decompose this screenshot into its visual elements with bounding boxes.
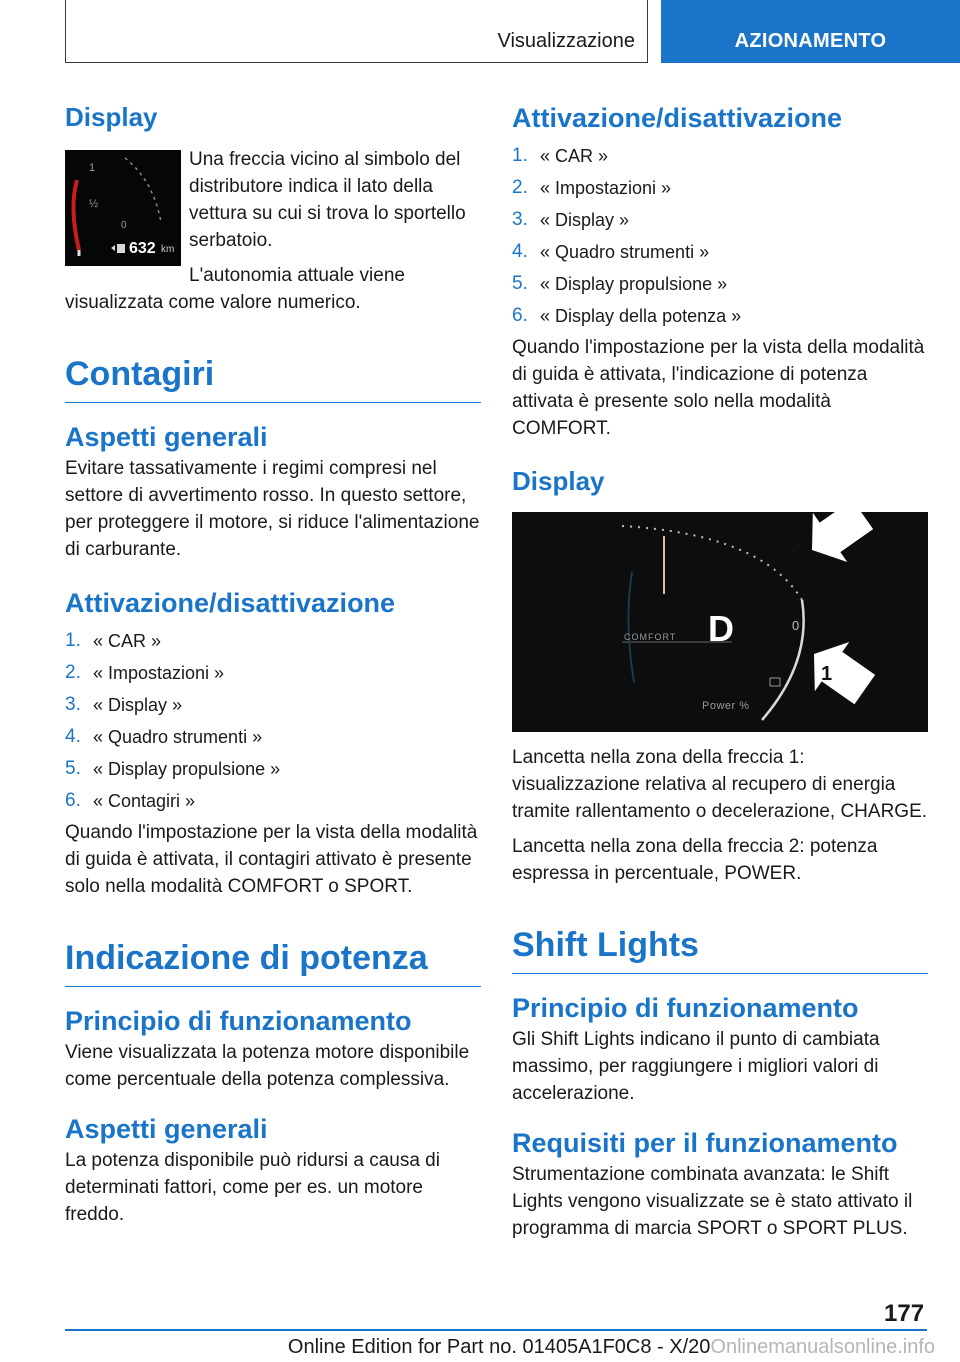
left-column [65,100,481,1228]
potenza-display-text-1: Lancetta nella zona della freccia 1: visualizzazione relativa al recupero di energia tramite rallentamento o decelerazione, CHARGE. [512,747,928,822]
arrow-2-number: 2 [791,536,803,558]
fuel-gauge-figure [65,150,181,266]
power-display-figure [512,512,928,732]
shift-principio-text: Gli Shift Lights indicano il punto di cambiata massimo, per raggiungere i migliori valori di accelerazione. [512,1029,880,1104]
potenza-aspetti-heading: Aspetti generali [65,1114,268,1144]
power-percent-label: Power % [702,700,750,712]
potenza-principio-text: Viene visualizzata la potenza motore disponibile come percentuale della potenza complessiva. [65,1042,470,1090]
potenza-title: Indicazione di potenza [65,936,481,987]
fuel-side-arrow-icon [111,245,115,251]
contagiri-aspetti-text: Evitare tassativamente i regimi compresi nel settore di avvertimento rosso. In questo settore, per proteggere il motore, si riduce l'alimentazione di carburante. [65,458,480,560]
arrow-1-icon [797,629,882,714]
list-item: 5. « Display propulsione » [65,758,281,779]
gauge-zero-label: 0 [792,618,800,633]
fuel-pump-icon [117,244,125,253]
section-title: Visualizzazione [497,30,635,52]
arrow-1-number: 1 [821,663,833,685]
page-number: 177 [884,1300,925,1327]
gauge-tick-zero: 0 [121,220,127,231]
gauge-tick-top: 1 [89,162,96,174]
list-item: 5. « Display propulsione » [512,273,728,294]
contagiri-aspetti-heading: Aspetti generali [65,422,268,452]
display-block [65,146,481,316]
list-item: 6. « Display della potenza » [512,305,742,326]
potenza-note: Quando l'impostazione per la vista della modalità di guida è attivata, l'indicazione di potenza attivata è presente solo nella modalità COMFORT. [512,337,925,439]
footer-rule [65,1329,927,1331]
list-item: 1. « CAR » [512,145,609,166]
shift-requisiti-heading: Requisiti per il funzionamento [512,1128,898,1158]
footer-line [0,1336,935,1359]
potenza-attivazione-heading: Attivazione/disattivazione [512,103,843,133]
display-text-1: Una freccia vicino al simbolo del distributore indica il lato della vettura su cui si trova lo sportello serbatoio. [189,149,466,251]
contagiri-attivazione-heading: Attivazione/disattivazione [65,588,396,618]
potenza-display-text-2: Lancetta nella zona della freccia 2: potenza espressa in percentuale, POWER. [512,836,878,884]
potenza-display-heading: Display [512,466,605,496]
display-heading: Display [65,102,158,132]
chapter-title: AZIONAMENTO [734,30,887,52]
display-text-2: L'autonomia attuale viene visualizzata come valore numerico. [65,265,405,313]
shift-requisiti-text: Strumentazione combinata avanzata: le Shift Lights vengono visualizzate se è stato attivato il programma di marcia SPORT o SPORT PLUS. [512,1164,913,1239]
right-column [512,100,928,1242]
edition-text: Online Edition for Part no. 01405A1F0C8 - X/20 [287,1336,711,1358]
list-item: 6. « Contagiri » [65,790,196,811]
contagiri-steps-list [65,625,481,817]
list-item: 2. « Impostazioni » [65,662,225,683]
potenza-steps-list [512,140,928,332]
contagiri-title: Contagiri [65,352,481,403]
list-item: 1. « CAR » [65,630,162,651]
gear-indicator: D [708,608,734,649]
list-item: 3. « Display » [65,694,183,715]
potenza-aspetti-text: La potenza disponibile può ridursi a causa di determinati fattori, come per es. un motore freddo. [65,1150,440,1225]
range-unit: km [161,244,175,255]
list-item: 2. « Impostazioni » [512,177,672,198]
shift-lights-title: Shift Lights [512,923,928,974]
contagiri-note: Quando l'impostazione per la vista della modalità di guida è attivata, il contagiri attivato è presente solo nella modalità COMFORT o SPORT. [65,822,478,897]
watermark-text: Onlinemanualsonline.info [710,1336,935,1358]
list-item: 3. « Display » [512,209,630,230]
list-item: 4. « Quadro strumenti » [65,726,263,747]
arrow-2-icon [795,512,880,575]
list-item: 4. « Quadro strumenti » [512,241,710,262]
chapter-tab [661,0,960,63]
gauge-tick-half: ½ [89,198,99,210]
drive-mode-label: COMFORT [624,632,677,642]
shift-principio-heading: Principio di funzionamento [512,993,859,1023]
potenza-principio-heading: Principio di funzionamento [65,1006,412,1036]
range-value: 632 [129,240,156,257]
running-header-box [65,0,648,63]
battery-icon [770,678,780,686]
